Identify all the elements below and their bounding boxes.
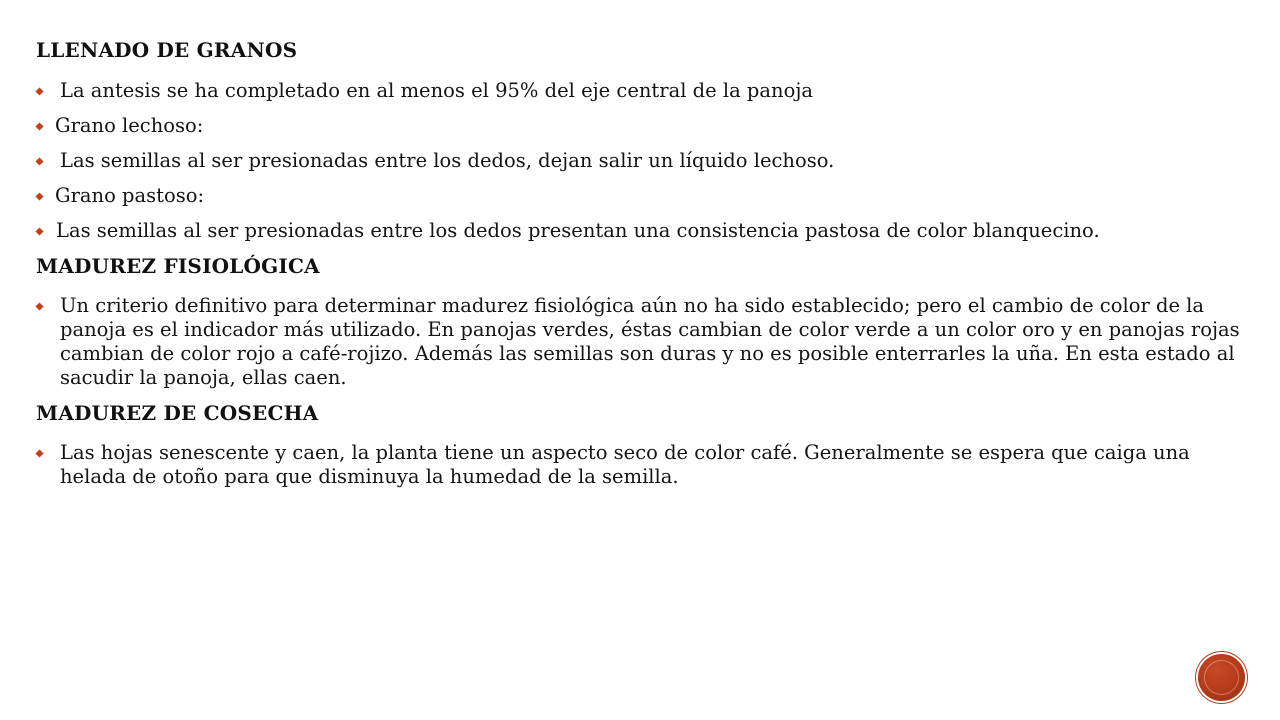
bullet-item <box>36 149 1236 173</box>
bullet-item <box>36 441 1203 489</box>
square-bullet-icon <box>36 441 48 465</box>
bullet-list-cosecha <box>36 441 1236 489</box>
square-bullet-icon <box>36 114 48 138</box>
badge-ring <box>1204 660 1239 695</box>
heading-llenado-de-granos: LLENADO DE GRANOS <box>36 38 298 62</box>
slide-content <box>36 38 1240 500</box>
bullet-text: La antesis se ha completado en al menos el 95% del eje central de la panoja <box>60 79 813 102</box>
bullet-list-llenado <box>36 79 1236 243</box>
square-bullet-icon <box>36 294 48 318</box>
bullet-item <box>36 79 1236 103</box>
bullet-list-fisiologica <box>36 294 1240 390</box>
bullet-item <box>36 294 1243 390</box>
square-bullet-icon <box>36 219 48 243</box>
bullet-text: Grano lechoso: <box>55 114 204 137</box>
bullet-text: Las semillas al ser presionadas entre los dedos, dejan salir un líquido lechoso. <box>60 149 835 172</box>
bullet-item <box>36 114 1236 138</box>
square-bullet-icon <box>36 79 48 103</box>
square-bullet-icon <box>36 184 48 208</box>
bullet-text: Un criterio definitivo para determinar madurez fisiológica aún no ha sido establecido; pero el cambio de color de la panoja es el indicador más utilizado. En panojas verdes, éstas cambian de color verde a un color oro y en panojas rojas cambian de color rojo a café-rojizo. Además las semillas son duras y no es posible enterrarles la uña. En esta estado al sacudir la panoja, ellas caen. <box>60 294 1240 389</box>
bullet-text: Grano pastoso: <box>55 184 205 207</box>
heading-madurez-de-cosecha: MADUREZ DE COSECHA <box>36 401 319 425</box>
slide-number-badge-icon <box>1198 654 1245 701</box>
bullet-item <box>36 219 1114 243</box>
heading-madurez-fisiologica: MADUREZ FISIOLÓGICA <box>36 254 320 278</box>
square-bullet-icon <box>36 149 48 173</box>
bullet-text: Las semillas al ser presionadas entre los dedos presentan una consistencia pastosa de color blanquecino. <box>56 219 1100 242</box>
bullet-text: Las hojas senescente y caen, la planta tiene un aspecto seco de color café. Generalmente se espera que caiga una helada de otoño para que disminuya la humedad de la semilla. <box>60 441 1190 488</box>
bullet-item <box>36 184 1236 208</box>
